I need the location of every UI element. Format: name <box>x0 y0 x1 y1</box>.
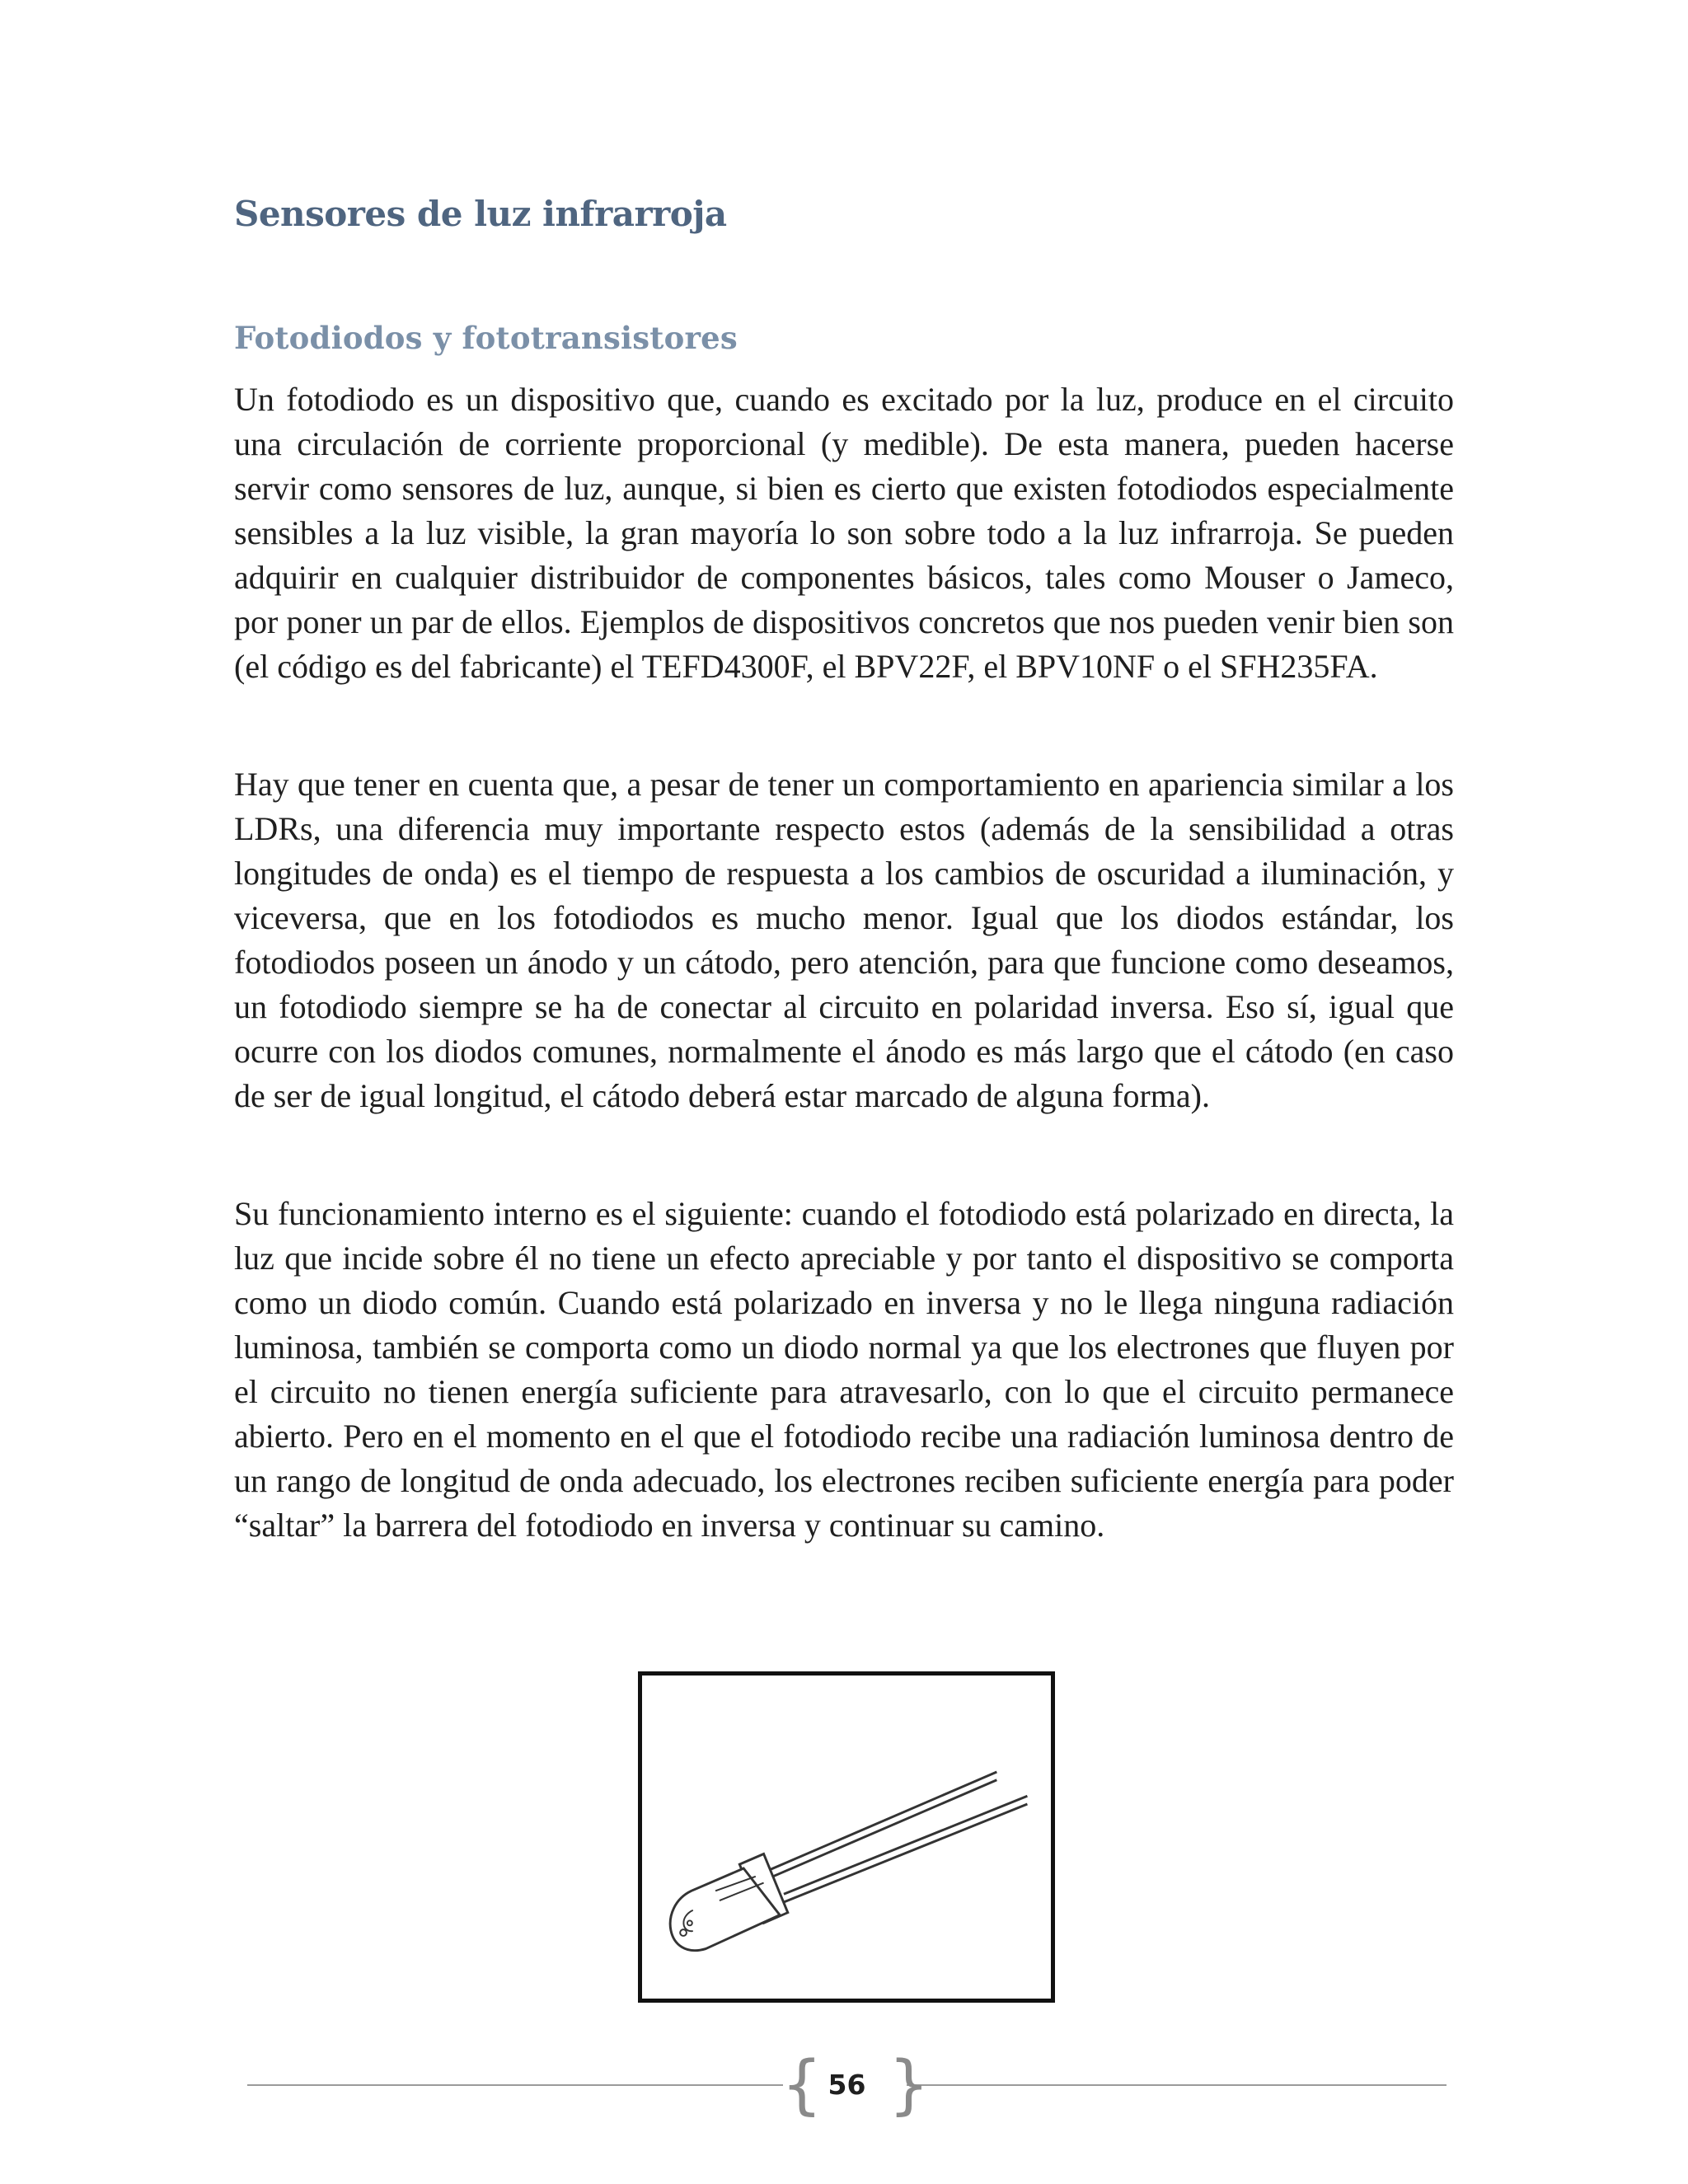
page-number: 56 <box>828 2069 866 2101</box>
footer-left-bracket: { <box>781 2048 823 2122</box>
footer-line-left <box>247 2084 783 2086</box>
footer-right-bracket: } <box>889 2048 930 2122</box>
page-title: Sensores de luz infrarroja <box>234 194 727 234</box>
footer-line-right <box>907 2084 1447 2086</box>
photodiode-figure <box>638 1671 1055 2003</box>
paragraph-3: Su funcionamiento interno es el siguiente: cuando el fotodiodo está polarizado en directa, la luz que incide sobre él no tiene un efecto apreciable y por tanto el dispositivo se comporta como un diodo común. Cuando está polarizado en inversa y no le llega ninguna radiación luminosa, también se comporta como un diodo normal ya que los electrones que fluyen por el circuito no tienen energía suficiente para atravesarlo, con lo que el circuito permanece abierto. Pero en el momento en el que el fotodiodo recibe una radiación luminosa dentro de un rango de longitud de onda adecuado, los electrones reciben suficiente energía para poder “saltar” la barrera del fotodiodo en inversa y continuar su camino. <box>234 1195 1454 1544</box>
paragraph-1: Un fotodiodo es un dispositivo que, cuando es excitado por la luz, produce en el circuito una circulación de corriente proporcional (y medible). De esta manera, pueden hacerse servir como sensores de luz, aunque, si bien es cierto que existen fotodiodos especialmente sensibles a la luz visible, la gran mayoría lo son sobre todo a la luz infrarroja. Se pueden adquirir en cualquier distribuidor de componentes básicos, tales como Mouser o Jameco, por poner un par de ellos. Ejemplos de dispositivos concretos que nos pueden venir bien son (el código es del fabricante) el TEFD4300F, el BPV22F, el BPV10NF o el SFH235FA. <box>234 381 1454 685</box>
section-heading: Fotodiodos y fototransistores <box>234 320 738 356</box>
photodiode-illustration <box>642 1675 1051 1999</box>
paragraph-2: Hay que tener en cuenta que, a pesar de tener un comportamiento en apariencia similar a los LDRs, una diferencia muy importante respecto estos (además de la sensibilidad a otras longitudes de onda) es el tiempo de respuesta a los cambios de oscuridad a iluminación, y viceversa, que en los fotodiodos es mucho menor. Igual que los diodos estándar, los fotodiodos poseen un ánodo y un cátodo, pero atención, para que funcione como deseamos, un fotodiodo siempre se ha de conectar al circuito en polaridad inversa. Eso sí, igual que ocurre con los diodos comunes, normalmente el ánodo es más largo que el cátodo (en caso de ser de igual longitud, el cátodo deberá estar marcado de alguna forma). <box>234 766 1454 1114</box>
